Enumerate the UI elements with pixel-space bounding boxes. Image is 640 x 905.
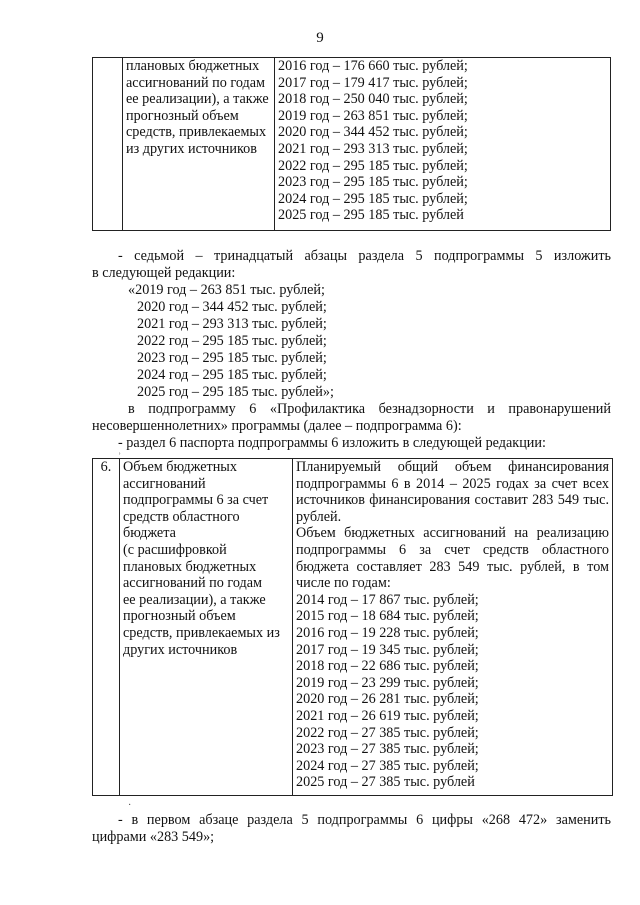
paragraph-line: в подпрограмму 6 «Профилактика безнадзорности и правонарушений (128, 401, 611, 417)
year-amount: 2023 год – 27 385 тыс. рублей; (296, 741, 479, 758)
amounts-cell (275, 58, 611, 231)
year-amount: 2019 год – 263 851 тыс. рублей; (278, 107, 468, 124)
table-line: ассигнований (123, 475, 206, 492)
year-amount: 2016 год – 19 228 тыс. рублей; (296, 624, 479, 641)
paragraph-line: цифрами «283 549»; (92, 829, 215, 845)
table-line: бюджета (123, 525, 176, 542)
table-line: ассигнований по годам (123, 575, 262, 592)
table-line: средств, привлекаемых (126, 124, 267, 141)
table-line: плановых бюджетных (126, 58, 260, 74)
description-cell (123, 58, 275, 231)
page-number: 9 (316, 30, 324, 46)
year-amount: 2025 год – 27 385 тыс. рублей (296, 774, 475, 791)
year-amount: 2024 год – 27 385 тыс. рублей; (296, 757, 479, 774)
table-line: средств областного (123, 508, 240, 525)
table-line: подпрограммы 6 за счет (123, 492, 269, 509)
paragraph-line: - седьмой – тринадцатый абзацы раздела 5 подпрограммы 5 изложить (118, 248, 611, 264)
year-list-item: 2022 год – 295 185 тыс. рублей; (137, 333, 327, 349)
table-line: других источников (123, 641, 238, 658)
year-amount: 2024 год – 295 185 тыс. рублей; (278, 190, 468, 207)
paragraph-line: - раздел 6 паспорта подпрограммы 6 изложить в следующей редакции: (118, 435, 546, 451)
amounts-cell (293, 459, 613, 796)
year-amount: 2021 год – 293 313 тыс. рублей; (278, 140, 468, 157)
year-amount: 2023 год – 295 185 тыс. рублей; (278, 174, 468, 191)
year-amount: 2016 год – 176 660 тыс. рублей; (278, 58, 468, 74)
table-row (93, 58, 611, 231)
year-amount: 2017 год – 179 417 тыс. рублей; (278, 74, 468, 91)
year-list-item: «2019 год – 263 851 тыс. рублей; (128, 282, 325, 298)
year-amount: 2020 год – 26 281 тыс. рублей; (296, 691, 479, 708)
financing-paragraph: Планируемый общий объем финансирования подпрограммы 6 в 2014 – 2025 годах за счет всех источников финансирования составит 283 549 тыс. рублей. (296, 459, 609, 525)
year-amount: 2017 год – 19 345 тыс. рублей; (296, 641, 479, 658)
table-line: Объем бюджетных (123, 459, 237, 475)
year-amount: 2018 год – 250 040 тыс. рублей; (278, 91, 468, 108)
table-row (93, 459, 613, 796)
year-list-item: 2020 год – 344 452 тыс. рублей; (137, 299, 327, 315)
table-line: ее реализации), а также (123, 591, 266, 608)
table-line: прогнозный объем (126, 107, 239, 124)
paragraph-line: несовершеннолетних» программы (далее – подпрограмма 6): (92, 418, 462, 434)
table-line: (с расшифровкой (123, 541, 227, 558)
table-line: плановых бюджетных (123, 558, 257, 575)
funding-table-subprogram-6 (92, 458, 613, 796)
year-list-item: 2025 год – 295 185 тыс. рублей»; (137, 384, 334, 400)
table-line: ассигнований по годам (126, 74, 265, 91)
year-amount: 2022 год – 295 185 тыс. рублей; (278, 157, 468, 174)
funding-table-subprogram-5 (92, 57, 611, 231)
year-amount: 2014 год – 17 867 тыс. рублей; (296, 591, 479, 608)
budget-paragraph: Объем бюджетных ассигнований на реализацию подпрограммы 6 за счет средств областного бюджета составляет 283 549 тыс. рублей, в том числе по годам: (296, 525, 609, 592)
table-line: средств, привлекаемых из (123, 624, 280, 641)
number-cell: 6. (93, 459, 120, 796)
year-amount: 2021 год – 26 619 тыс. рублей; (296, 707, 479, 724)
year-amount: 2020 год – 344 452 тыс. рублей; (278, 124, 468, 141)
year-list-item: 2023 год – 295 185 тыс. рублей; (137, 350, 327, 366)
number-cell (93, 58, 123, 231)
table-line: ее реализации), а также (126, 91, 269, 108)
description-cell (120, 459, 293, 796)
year-amount: 2025 год – 295 185 тыс. рублей (278, 207, 464, 224)
year-amount: 2019 год – 23 299 тыс. рублей; (296, 674, 479, 691)
scan-speck: ʾ (118, 452, 122, 463)
table-line: прогнозный объем (123, 608, 236, 625)
paragraph-line: в следующей редакции: (92, 265, 236, 281)
year-amount: 2018 год – 22 686 тыс. рублей; (296, 658, 479, 675)
table-line: из других источников (126, 140, 257, 157)
paragraph-line: - в первом абзаце раздела 5 подпрограммы 6 цифры «268 472» заменить (118, 812, 611, 828)
year-amount: 2022 год – 27 385 тыс. рублей; (296, 724, 479, 741)
year-list-item: 2024 год – 295 185 тыс. рублей; (137, 367, 327, 383)
year-amount: 2015 год – 18 684 тыс. рублей; (296, 608, 479, 625)
scan-speck: · (128, 800, 132, 811)
year-list-item: 2021 год – 293 313 тыс. рублей; (137, 316, 327, 332)
